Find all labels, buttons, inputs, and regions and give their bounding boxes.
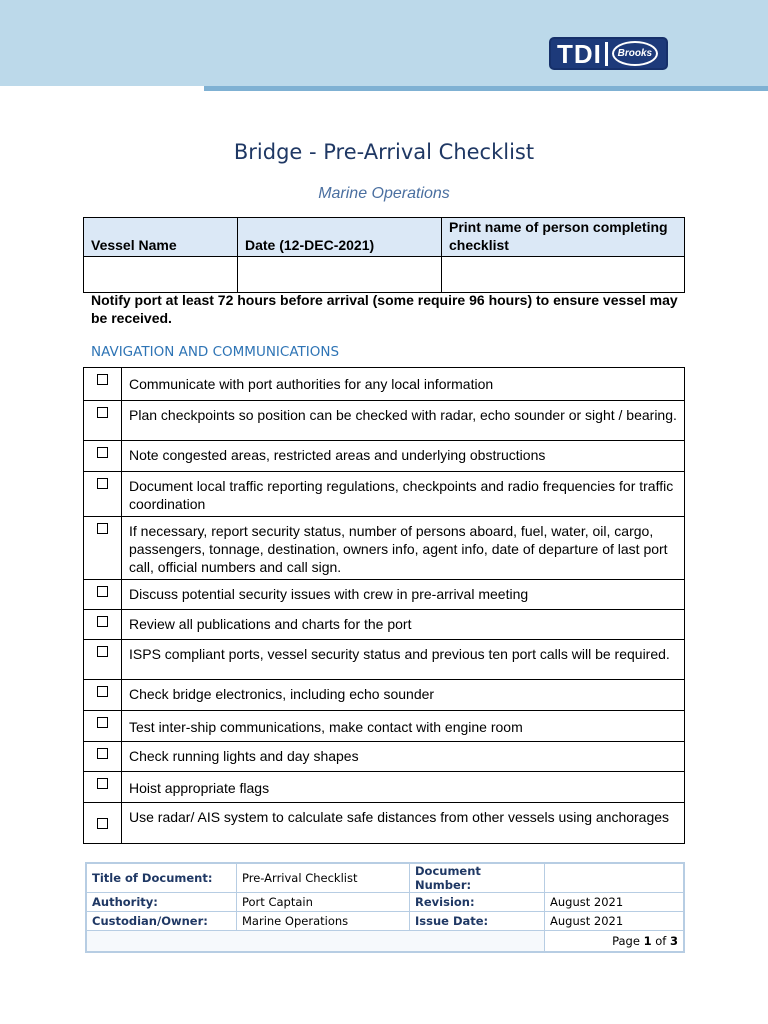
person-name-field[interactable] [442, 257, 685, 293]
checkbox[interactable] [97, 748, 108, 759]
checklist-row [84, 803, 685, 844]
checklist-item: ISPS compliant ports, vessel security status and previous ten port calls will be required. [122, 640, 685, 680]
checkbox[interactable] [97, 374, 108, 385]
authority-label: Authority: [86, 893, 237, 912]
checklist-row [84, 680, 685, 711]
vessel-name-field[interactable] [84, 257, 238, 293]
checklist-row [84, 711, 685, 742]
checklist-row [84, 742, 685, 772]
revision-label: Revision: [410, 893, 545, 912]
document-title: Bridge - Pre-Arrival Checklist [233, 140, 535, 164]
checklist-item: Check running lights and day shapes [122, 742, 685, 772]
footer-row [86, 912, 684, 931]
checklist-row [84, 610, 685, 640]
document-number-label: Document Number: [410, 863, 545, 893]
footer-row [86, 893, 684, 912]
document-control-table [85, 862, 685, 953]
checklist-item: Discuss potential security issues with crew in pre-arrival meeting [122, 580, 685, 610]
revision-value: August 2021 [545, 893, 685, 912]
checkbox[interactable] [97, 586, 108, 597]
checklist-item: Review all publications and charts for the port [122, 610, 685, 640]
checkbox[interactable] [97, 447, 108, 458]
checklist-item: Use radar/ AIS system to calculate safe distances from other vessels using anchorages [122, 803, 685, 844]
checklist-item: Note congested areas, restricted areas and underlying obstructions [122, 441, 685, 472]
checkbox[interactable] [97, 407, 108, 418]
issue-date-value: August 2021 [545, 912, 685, 931]
date-header: Date (12-DEC-2021) [238, 218, 442, 257]
document-subtitle: Marine Operations [318, 185, 450, 202]
checklist-item: Communicate with port authorities for any local information [122, 368, 685, 401]
person-name-header: Print name of person completing checklist [442, 218, 685, 257]
checklist-item: Plan checkpoints so position can be checked with radar, echo sounder or sight / bearing. [122, 401, 685, 441]
page-of: of [655, 934, 667, 948]
checklist-row [84, 441, 685, 472]
checklist-table [83, 367, 685, 844]
checklist-item: If necessary, report security status, number of persons aboard, fuel, water, oil, cargo, passengers, tonnage, destination, owners info, agent info, date of departure of last port call, official numbers and call sign. [122, 517, 685, 580]
page-current: 1 [643, 934, 652, 948]
logo-main-text: TDI [557, 38, 602, 69]
header-rule [204, 86, 768, 91]
vessel-info-entry-row [84, 257, 685, 293]
checkbox[interactable] [97, 616, 108, 627]
logo-separator [605, 42, 608, 66]
checklist-row [84, 368, 685, 401]
logo-sub-text: Brooks [617, 48, 653, 59]
checklist-row [84, 401, 685, 441]
document-number-value [545, 863, 685, 893]
issue-date-label: Issue Date: [410, 912, 545, 931]
page-total: 3 [669, 934, 678, 948]
section-heading: NAVIGATION AND COMMUNICATIONS [91, 344, 340, 360]
checkbox[interactable] [97, 717, 108, 728]
custodian-label: Custodian/Owner: [86, 912, 237, 931]
checklist-row [84, 772, 685, 803]
checklist-row [84, 580, 685, 610]
arrival-notice: Notify port at least 72 hours before arrival (some require 96 hours) to ensure vessel may be received. [91, 292, 678, 326]
checkbox[interactable] [97, 818, 108, 829]
globe-icon [612, 41, 658, 66]
vessel-info-header-row [84, 218, 685, 257]
title-label: Title of Document: [86, 863, 237, 893]
vessel-info-table [83, 217, 685, 293]
checkbox[interactable] [97, 523, 108, 534]
checkbox[interactable] [97, 778, 108, 789]
checklist-item: Test inter-ship communications, make contact with engine room [122, 711, 685, 742]
checklist-row [84, 472, 685, 517]
title-value: Pre-Arrival Checklist [237, 863, 410, 893]
checkbox[interactable] [97, 478, 108, 489]
checklist-item: Document local traffic reporting regulations, checkpoints and radio frequencies for traffic coordination [122, 472, 685, 517]
date-field[interactable] [238, 257, 442, 293]
company-logo [549, 37, 668, 70]
checklist-row [84, 640, 685, 680]
checkbox[interactable] [97, 686, 108, 697]
footer-row [86, 931, 684, 953]
checkbox[interactable] [97, 646, 108, 657]
page-number [545, 931, 685, 953]
checklist-item: Check bridge electronics, including echo sounder [122, 680, 685, 711]
checklist-row [84, 517, 685, 580]
footer-row [86, 863, 684, 893]
checklist-item: Hoist appropriate flags [122, 772, 685, 803]
page-prefix: Page [612, 934, 640, 948]
authority-value: Port Captain [237, 893, 410, 912]
vessel-name-header: Vessel Name [84, 218, 238, 257]
custodian-value: Marine Operations [237, 912, 410, 931]
